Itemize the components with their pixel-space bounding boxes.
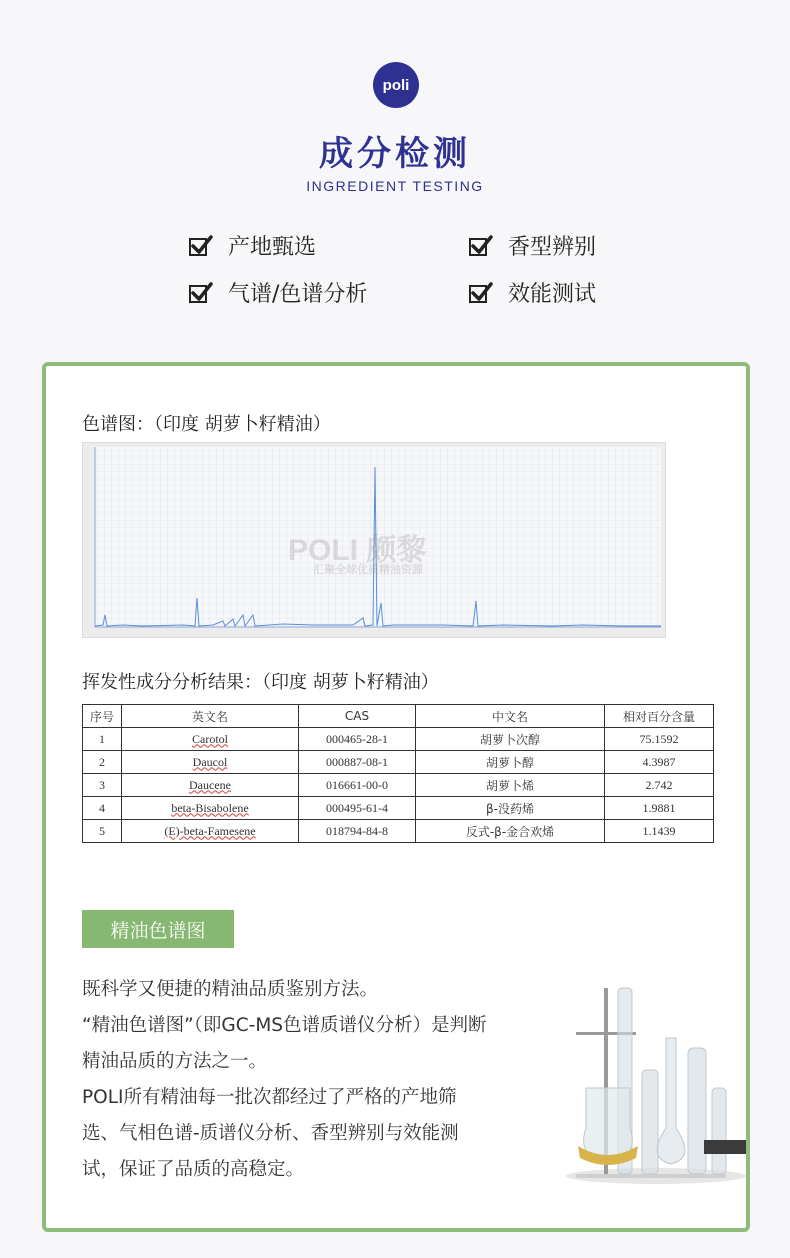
poli-logo: poli [373, 62, 419, 108]
section-tag: 精油色谱图 [82, 910, 234, 948]
table-cell: Daucene [122, 774, 299, 797]
analysis-caption: 挥发性成分分析结果：（印度 胡萝卜籽精油） [82, 672, 439, 693]
table-cell: 2.742 [605, 774, 714, 797]
watermark: POLI 颇黎 [288, 534, 427, 567]
lab-glassware-illustration [556, 978, 746, 1188]
table-cell: 1.1439 [605, 820, 714, 843]
table-cell: 016661-00-0 [299, 774, 416, 797]
feature-label: 香型辨别 [508, 235, 597, 260]
feature-item [188, 230, 316, 261]
table-cell: beta-Bisabolene [122, 797, 299, 820]
description-text [82, 972, 492, 1188]
table-cell: 反式-β-金合欢烯 [416, 820, 605, 843]
check-icon [468, 233, 494, 259]
feature-item [188, 277, 367, 308]
page-title: 成分检测 [319, 134, 471, 174]
table-row [83, 774, 714, 797]
check-icon [468, 280, 494, 306]
table-cell: 018794-84-8 [299, 820, 416, 843]
table-row [83, 751, 714, 774]
feature-label: 气谱/色谱分析 [228, 282, 368, 307]
table-cell: β-没药烯 [416, 797, 605, 820]
page-subtitle: INGREDIENT TESTING [306, 178, 484, 194]
table-header: 中文名 [416, 705, 605, 728]
table-cell: (E)-beta-Famesene [122, 820, 299, 843]
table-cell: 胡萝卜次醇 [416, 728, 605, 751]
paragraph: “精油色谱图”（即GC-MS色谱质谱仪分析）是判断精油品质的方法之一。 [82, 1015, 487, 1072]
table-cell: 1.9881 [605, 797, 714, 820]
check-icon [188, 280, 214, 306]
table-cell: 75.1592 [605, 728, 714, 751]
table-cell: Daucol [122, 751, 299, 774]
paragraph: 既科学又便捷的精油品质鉴别方法。 [82, 979, 379, 1000]
table-header-row [83, 705, 714, 728]
check-icon [188, 233, 214, 259]
feature-item [468, 277, 596, 308]
table-cell: 4 [83, 797, 122, 820]
chromatogram-caption: 色谱图：（印度 胡萝卜籽精油） [82, 414, 331, 435]
feature-label: 效能测试 [508, 282, 597, 307]
table-row [83, 728, 714, 751]
table-cell: 2 [83, 751, 122, 774]
chromatogram-image [82, 442, 666, 638]
feature-item [468, 230, 596, 261]
table-cell: 胡萝卜醇 [416, 751, 605, 774]
content-card [42, 362, 750, 1232]
table-row [83, 797, 714, 820]
table-cell: Carotol [122, 728, 299, 751]
table-row [83, 820, 714, 843]
table-cell: 000465-28-1 [299, 728, 416, 751]
table-cell: 000887-08-1 [299, 751, 416, 774]
feature-label: 产地甄选 [228, 235, 317, 260]
table-cell: 5 [83, 820, 122, 843]
table-cell: 3 [83, 774, 122, 797]
paragraph: POLI所有精油每一批次都经过了严格的产地筛选、气相色谱-质谱仪分析、香型辨别与效能测试，保证了品质的高稳定。 [82, 1087, 459, 1180]
watermark-sub: 汇聚全球优质精油资源 [313, 564, 423, 576]
table-cell: 000495-61-4 [299, 797, 416, 820]
table-header: 相对百分含量 [605, 705, 714, 728]
table-cell: 4.3987 [605, 751, 714, 774]
table-header: 英文名 [122, 705, 299, 728]
table-header: 序号 [83, 705, 122, 728]
analysis-table [82, 704, 714, 843]
table-header: CAS [299, 705, 416, 728]
table-cell: 胡萝卜烯 [416, 774, 605, 797]
table-cell: 1 [83, 728, 122, 751]
